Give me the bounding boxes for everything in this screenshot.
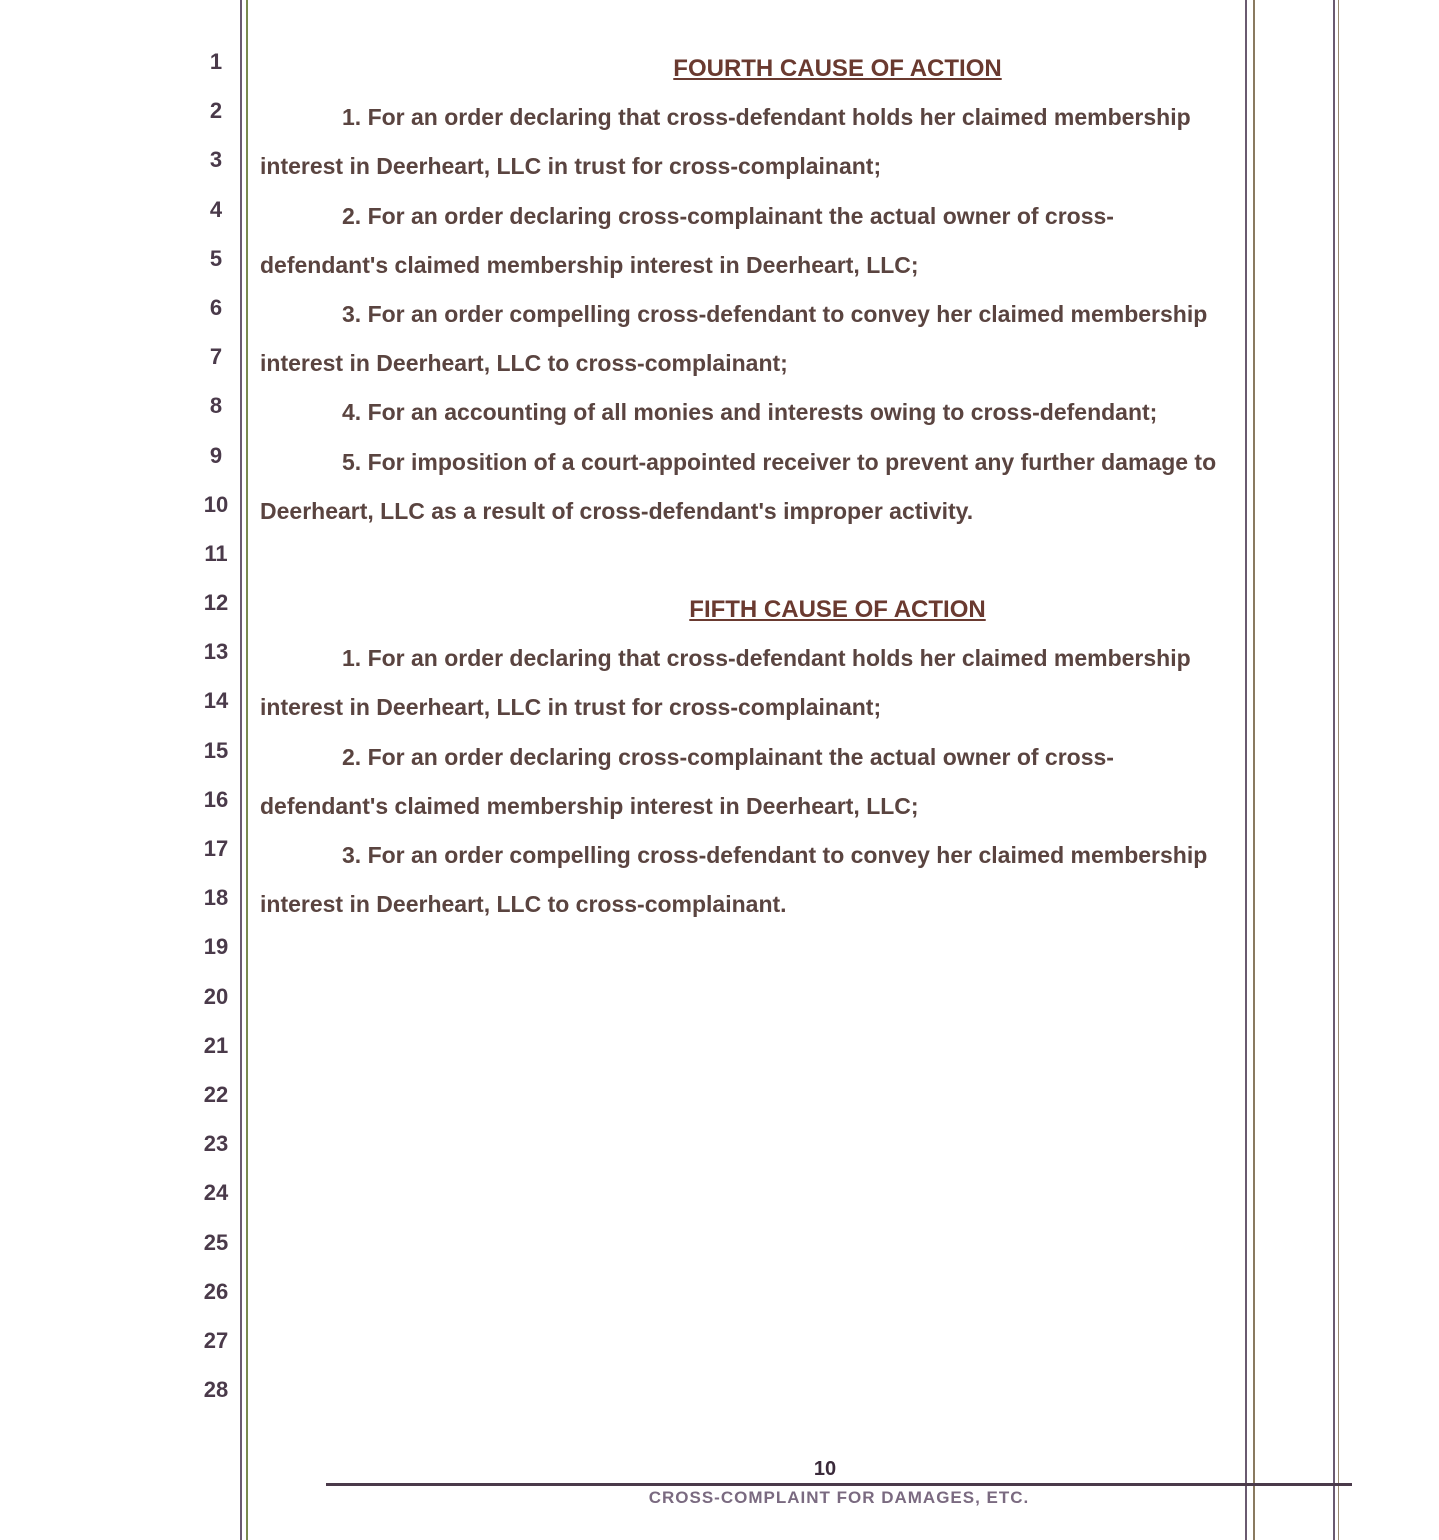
line-number: 16 [203, 786, 229, 812]
line-number: 28 [203, 1377, 229, 1403]
line-number: 20 [203, 983, 229, 1009]
page-edge-rule-inner [1338, 0, 1339, 1540]
fourth-item-2: 2. For an order declaring cross-complainant the actual owner of cross- [342, 202, 1114, 229]
line-number: 24 [203, 1180, 229, 1206]
pleading-body [260, 44, 1335, 929]
line-number: 9 [209, 442, 223, 468]
line-number: 17 [203, 836, 229, 861]
line-numbers [196, 44, 236, 1421]
fourth-item-5: 5. For imposition of a court-appointed receiver to prevent any further damage to [342, 448, 1217, 475]
line-number: 2 [209, 98, 223, 124]
line-number: 4 [209, 196, 223, 222]
line-number: 12 [203, 590, 229, 616]
line-number: 11 [204, 540, 228, 566]
line-number: 26 [203, 1278, 229, 1304]
footer-title: CROSS-COMPLAINT FOR DAMAGES, ETC. [648, 1488, 1030, 1507]
page-number: 10 [813, 1458, 837, 1480]
fourth-item-5-cont: Deerheart, LLC as a result of cross-defendant's improper activity. [260, 497, 974, 524]
fifth-item-3: 3. For an order compelling cross-defendant to convey her claimed membership [342, 842, 1208, 868]
fourth-item-2-cont: defendant's claimed membership interest in Deerheart, LLC; [260, 251, 919, 278]
fifth-item-1: 1. For an order declaring that cross-defendant holds her claimed membership [342, 645, 1191, 672]
line-number: 10 [203, 491, 229, 517]
fifth-item-2: 2. For an order declaring cross-complainant the actual owner of cross- [342, 743, 1114, 770]
line-number: 8 [209, 393, 223, 419]
line-number: 7 [209, 344, 223, 370]
fifth-item-3-cont: interest in Deerheart, LLC to cross-complainant. [260, 891, 787, 918]
line-number: 27 [203, 1327, 229, 1353]
line-number: 23 [203, 1131, 229, 1157]
fourth-item-4: 4. For an accounting of all monies and interests owing to cross-defendant; [342, 399, 1158, 426]
fourth-item-3-cont: interest in Deerheart, LLC to cross-complainant; [260, 350, 788, 377]
line-number: 25 [203, 1229, 229, 1255]
line-number: 3 [209, 147, 223, 173]
left-margin-rule-inner [246, 0, 248, 1540]
line-number: 18 [203, 885, 229, 911]
line-number: 21 [203, 1032, 229, 1058]
footer-rule [326, 1483, 1352, 1486]
fourth-item-3: 3. For an order compelling cross-defendant to convey her claimed membership [342, 300, 1208, 327]
line-number: 13 [203, 639, 229, 665]
fourth-item-1-cont: interest in Deerheart, LLC in trust for cross-complainant; [260, 153, 882, 180]
left-margin-rule [240, 0, 242, 1540]
line-number: 15 [203, 737, 229, 763]
line-number: 5 [209, 245, 223, 271]
line-number: 19 [203, 934, 229, 960]
blank-line [260, 536, 1335, 585]
fourth-item-1: 1. For an order declaring that cross-defendant holds her claimed membership [342, 104, 1191, 131]
fourth-cause-heading: FOURTH CAUSE OF ACTION [673, 55, 1002, 82]
line-number: 1 [209, 49, 223, 74]
fifth-item-1-cont: interest in Deerheart, LLC in trust for cross-complainant; [260, 694, 882, 721]
line-number: 22 [203, 1081, 229, 1107]
line-number: 14 [203, 688, 229, 714]
fifth-item-2-cont: defendant's claimed membership interest in Deerheart, LLC; [260, 792, 919, 819]
line-number: 6 [209, 294, 223, 320]
fifth-cause-heading: FIFTH CAUSE OF ACTION [689, 596, 986, 624]
